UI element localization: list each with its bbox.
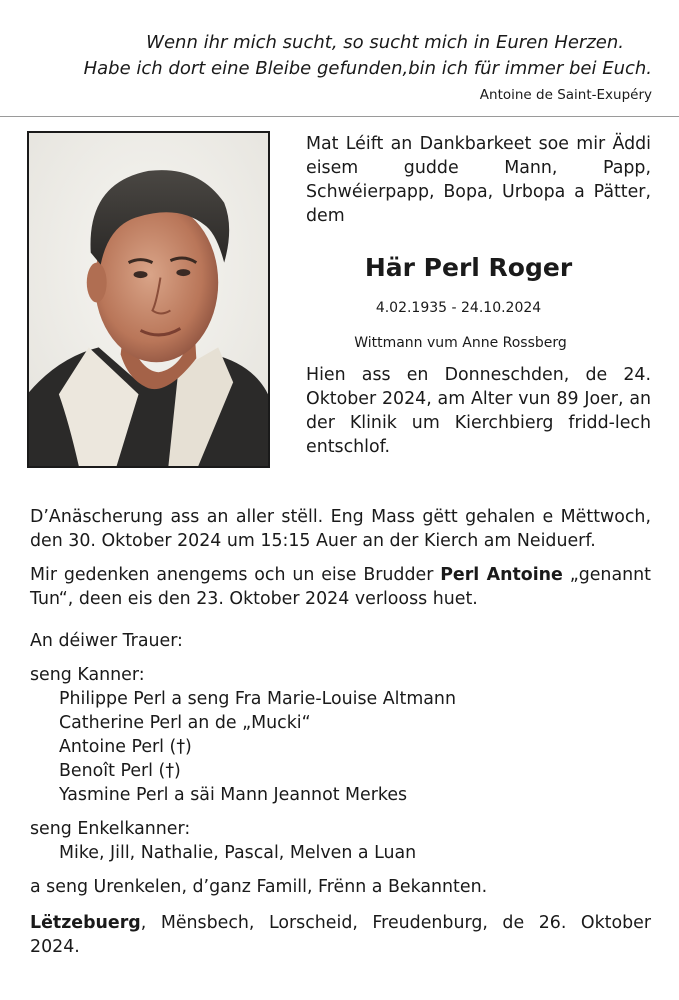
- extended-family-line: a seng Urenkelen, d’ganz Famill, Frënn a Bekannten.: [30, 877, 488, 897]
- brother-prefix: Mir gedenken anengems och un eise Brudder: [30, 565, 441, 585]
- notice-body: [30, 505, 651, 959]
- portrait-photo: [27, 131, 270, 468]
- death-announcement: Hien ass en Donneschden, de 24. Oktober 2024, am Alter vun 89 Joer, an der Klinik um Kierchbierg fridd-lech entschlof.: [306, 365, 651, 457]
- header-divider: [0, 116, 679, 117]
- farewell-intro: Mat Léift an Dankbarkeet soe mir Äddi eisem gudde Mann, Papp, Schwéierpapp, Bopa, Urbopa a Pätter, dem: [306, 134, 651, 226]
- children-list: [30, 687, 651, 807]
- place-date-line: [30, 911, 651, 959]
- place-rest: , Mënsbech, Lorscheid, Freudenburg, de 26. Oktober 2024.: [30, 913, 651, 957]
- grandchildren-label: seng Enkelkanner:: [30, 819, 191, 839]
- list-item: Benoît Perl (†): [59, 761, 181, 781]
- list-item: Mike, Jill, Nathalie, Pascal, Melven a Luan: [59, 843, 417, 863]
- list-item: Yasmine Perl a säi Mann Jeannot Merkes: [59, 785, 408, 805]
- life-dates: 4.02.1935 - 24.10.2024: [375, 300, 542, 316]
- epigraph-author: Antoine de Saint-Exupéry: [479, 87, 652, 103]
- spouse-line: Wittmann vum Anne Rossberg: [354, 335, 567, 351]
- list-item: Antoine Perl (†): [59, 737, 192, 757]
- list-item: Philippe Perl a seng Fra Marie-Louise Altmann: [59, 689, 456, 709]
- epigraph-line-1: Wenn ihr mich sucht, so sucht mich in Euren Herzen.: [146, 32, 624, 53]
- portrait-icon: [29, 133, 268, 466]
- brother-suffix: „genannt Tun“, deen eis den 23. Oktober 2024 verlooss huet.: [30, 565, 651, 609]
- ceremony-paragraph: D’Anäscherung ass an aller stëll. Eng Mass gëtt gehalen e Mëttwoch, den 30. Oktober 2024 um 15:15 Auer an der Kierch am Neiduerf.: [30, 507, 651, 551]
- children-label: seng Kanner:: [30, 665, 145, 685]
- epigraph-line-2: Habe ich dort eine Bleibe gefunden,bin ich für immer bei Euch.: [83, 58, 652, 79]
- brother-paragraph: [30, 563, 651, 611]
- place-primary: Lëtzebuerg: [30, 913, 141, 933]
- mourning-heading: An déiwer Trauer:: [30, 631, 183, 651]
- grandchildren-list: [30, 841, 651, 865]
- list-item: Catherine Perl an de „Mucki“: [59, 713, 311, 733]
- brother-name: Perl Antoine: [440, 565, 563, 585]
- epigraph: [20, 30, 652, 106]
- deceased-name: Här Perl Roger: [364, 253, 573, 282]
- notice-header: [306, 132, 651, 459]
